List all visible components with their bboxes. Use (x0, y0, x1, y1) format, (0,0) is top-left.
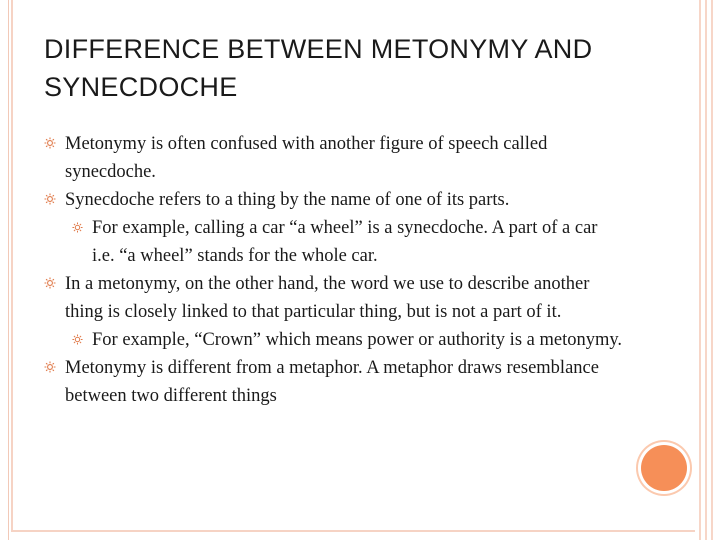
sun-bullet-icon (44, 137, 56, 149)
bullet-text: In a metonymy, on the other hand, the word we use to describe another thing is closely linked to that particular thing, but is not a part of it. (65, 274, 590, 322)
band-line (705, 0, 707, 540)
sun-bullet-icon (72, 222, 83, 233)
sub-bullet-item (44, 214, 624, 270)
band-line (699, 0, 701, 540)
orange-circle-icon (641, 445, 687, 491)
bullet-item (44, 130, 624, 186)
bullet-list (44, 130, 624, 410)
bullet-item (44, 270, 624, 326)
right-decorative-band (695, 0, 720, 540)
bullet-item (44, 354, 624, 410)
sun-bullet-icon (72, 334, 83, 345)
band-line (711, 0, 713, 540)
bullet-item (44, 186, 624, 214)
sun-bullet-icon (44, 361, 56, 373)
bullet-text: Metonymy is often confused with another figure of speech called synecdoche. (65, 134, 548, 182)
left-frame-line (8, 0, 9, 540)
sun-bullet-icon (44, 193, 56, 205)
bullet-text: For example, “Crown” which means power or authority is a metonymy. (92, 330, 623, 350)
sub-bullet-item (44, 326, 624, 354)
sun-bullet-icon (44, 277, 56, 289)
bullet-text: Metonymy is different from a metaphor. A metaphor draws resemblance between two different things (65, 358, 599, 406)
bullet-text: For example, calling a car “a wheel” is a synecdoche. A part of a car i.e. “a wheel” stands for the whole car. (92, 218, 598, 266)
slide-title: DIFFERENCE BETWEEN METONYMY AND SYNECDOCHE (44, 34, 593, 102)
bullet-text: Synecdoche refers to a thing by the name of one of its parts. (65, 190, 510, 210)
